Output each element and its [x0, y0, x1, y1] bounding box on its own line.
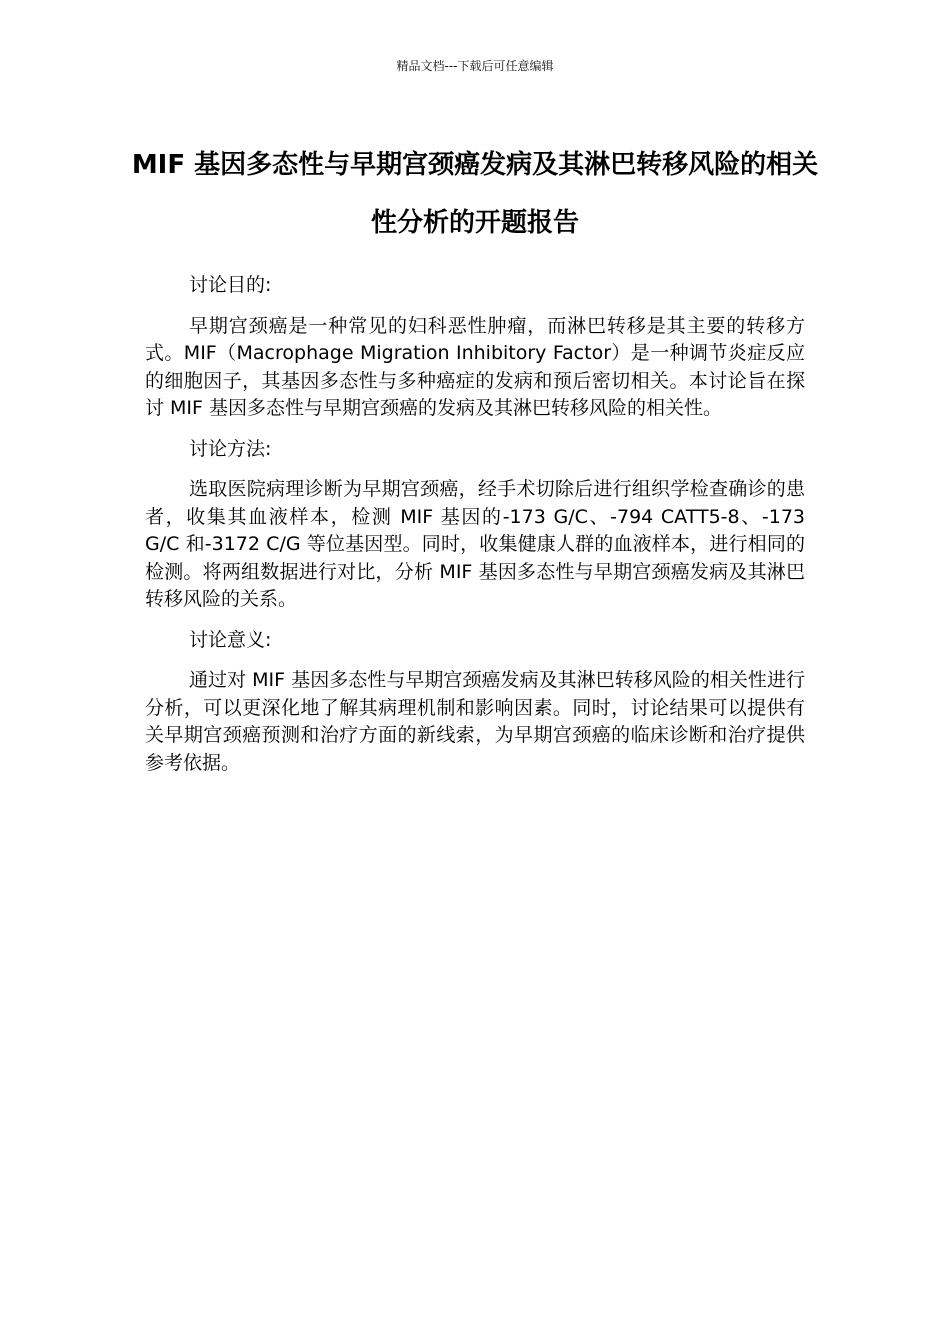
- document-body: [145, 272, 805, 790]
- section-paragraph-method: 选取医院病理诊断为早期宫颈癌，经手术切除后进行组织学检查确诊的患者，收集其血液样本，检测 MIF 基因的-173 G/C、-794 CATT5-8、-173 G/C 和-3172 C/G 等位基因型。同时，收集健康人群的血液样本，进行相同的检测。将两组数据进行对比，分析 MIF 基因多态性与早期宫颈癌发病及其淋巴转移风险的关系。: [145, 478, 805, 610]
- section-method: [145, 436, 805, 614]
- section-paragraph-purpose: 早期宫颈癌是一种常见的妇科恶性肿瘤，而淋巴转移是其主要的转移方式。MIF（Macrophage Migration Inhibitory Factor）是一种调节炎症反应的细胞因子，其基因多态性与多种癌症的发病和预后密切相关。本讨论旨在探讨 MIF 基因多态性与早期宫颈癌的发病及其淋巴转移风险的相关性。: [145, 314, 805, 419]
- section-heading-method: 讨论方法:: [189, 437, 272, 460]
- section-significance: [145, 627, 805, 778]
- section-purpose: [145, 272, 805, 423]
- section-paragraph-significance: 通过对 MIF 基因多态性与早期宫颈癌发病及其淋巴转移风险的相关性进行分析，可以更深化地了解其病理机制和影响因素。同时，讨论结果可以提供有关早期宫颈癌预测和治疗方面的新线索，为早期宫颈癌的临床诊断和治疗提供参考依据。: [145, 669, 805, 774]
- document-title: MIF 基因多态性与早期宫颈癌发病及其淋巴转移风险的相关性分析的开题报告: [131, 150, 819, 238]
- section-heading-significance: 讨论意义:: [189, 628, 272, 651]
- header-note: 精品文档---下载后可任意编辑: [396, 59, 554, 73]
- section-heading-purpose: 讨论目的:: [189, 274, 272, 296]
